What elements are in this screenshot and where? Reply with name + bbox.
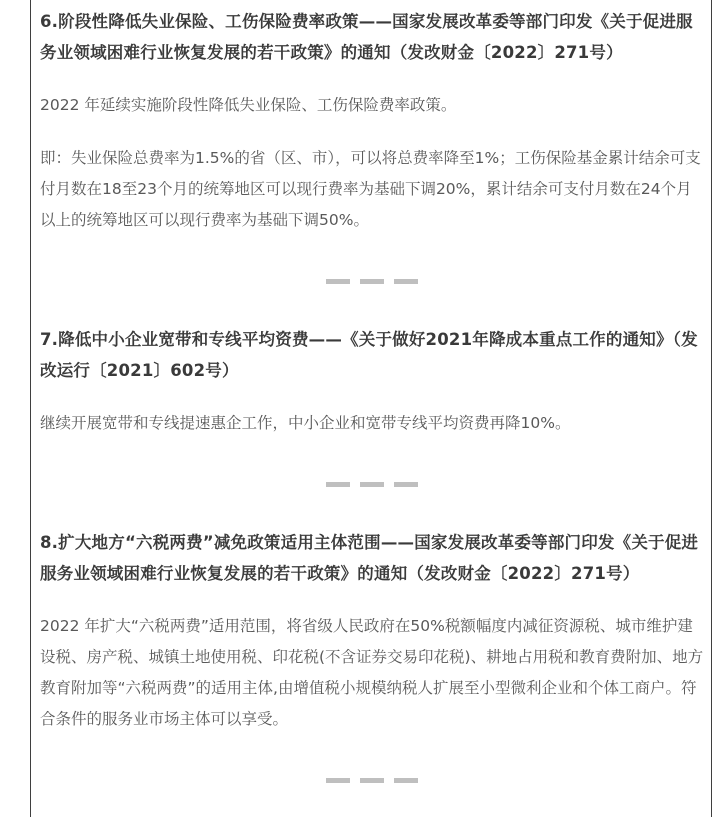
section-7-heading: 7.降低中小企业宽带和专线平均资费——《关于做好2021年降成本重点工作的通知》（发改运行〔2021〕602号） <box>40 330 698 380</box>
divider-dash <box>326 279 350 284</box>
divider-dash <box>326 482 350 487</box>
article-body <box>40 6 704 783</box>
section-divider <box>40 778 704 783</box>
divider-dash <box>360 279 384 284</box>
divider-dash <box>360 778 384 783</box>
divider-dash <box>326 778 350 783</box>
divider-dash <box>394 279 418 284</box>
section-6-paragraph-2: 即：失业保险总费率为1.5%的省（区、市），可以将总费率降至1%；工伤保险基金累计结余可支付月数在18至23个月的统筹地区可以现行费率为基础下调20%，累计结余可支付月数在24个月以上的统筹地区可以现行费率为基础下调50%。 <box>40 149 701 229</box>
section-8-paragraph-1: 2022 年扩大“六税两费”适用范围，将省级人民政府在50%税额幅度内减征资源税、城市维护建设税、房产税、城镇土地使用税、印花税(不含证券交易印花税)、耕地占用税和教育费附加、地方教育附加等“六税两费”的适用主体,由增值税小规模纳税人扩展至小型微利企业和个体工商户。符合条件的服务业市场主体可以享受。 <box>40 617 704 728</box>
section-6-paragraph-1: 2022 年延续实施阶段性降低失业保险、工伤保险费率政策。 <box>40 96 457 114</box>
divider-dash <box>360 482 384 487</box>
article-frame <box>30 0 712 817</box>
divider-dash <box>394 778 418 783</box>
section-8-heading: 8.扩大地方“六税两费”减免政策适用主体范围——国家发展改革委等部门印发《关于促进服务业领域困难行业恢复发展的若干政策》的通知（发改财金〔2022〕271号） <box>40 533 699 583</box>
divider-dash <box>394 482 418 487</box>
section-7-paragraph-1: 继续开展宽带和专线提速惠企工作，中小企业和宽带专线平均资费再降10%。 <box>40 414 571 432</box>
section-6-heading: 6.阶段性降低失业保险、工伤保险费率政策——国家发展改革委等部门印发《关于促进服务业领域困难行业恢复发展的若干政策》的通知（发改财金〔2022〕271号） <box>40 12 693 62</box>
